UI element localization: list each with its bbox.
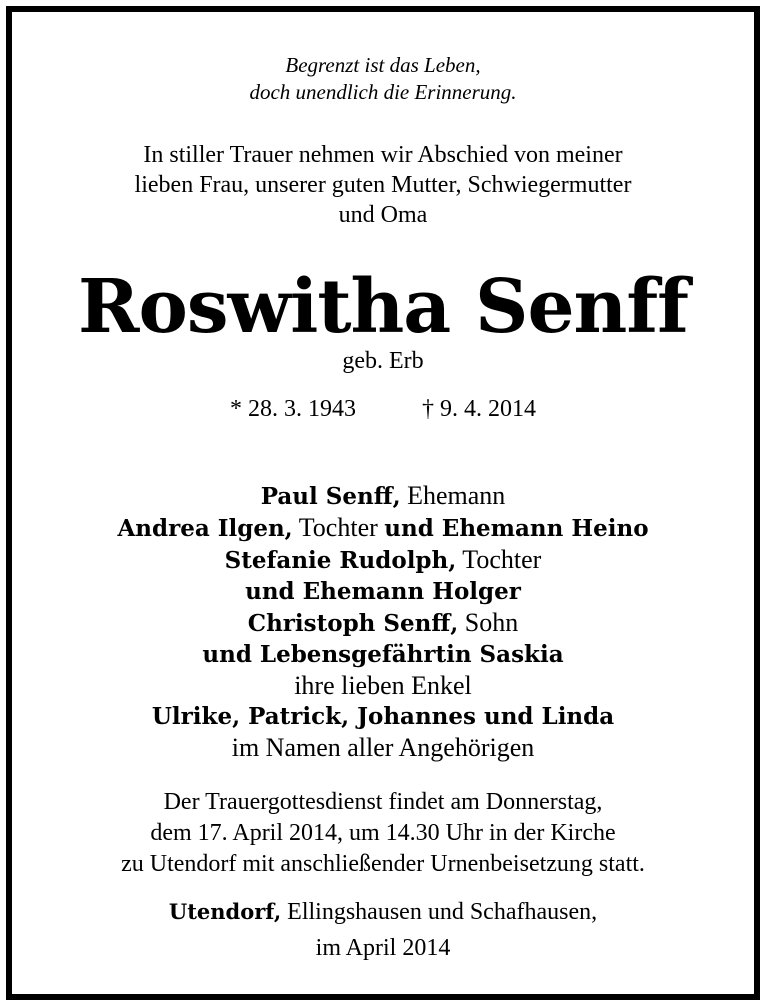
obituary-notice [6, 6, 760, 1000]
mourner-line: und Lebensgefährtin Saskia [202, 641, 564, 668]
mourner-line: und Ehemann Holger [245, 578, 521, 605]
mourner-line [12, 480, 754, 512]
mourner-name: Paul Senff, [260, 483, 401, 510]
mourner-name: Christoph Senff, [247, 610, 459, 637]
place-others: Ellingshausen und Schafhausen, [281, 899, 598, 925]
intro-line: In stiller Trauer nehmen wir Abschied von meiner [143, 142, 623, 168]
intro-line: lieben Frau, unserer guten Mutter, Schwiegermutter [134, 172, 632, 198]
mourner-line [12, 544, 754, 576]
mourner-name: und Ehemann Heino [384, 515, 649, 542]
mourners-list [12, 480, 754, 763]
intro-line: und Oma [338, 202, 428, 228]
maiden-name: geb. Erb [342, 348, 424, 374]
mourner-name: Stefanie Rudolph, [224, 547, 457, 574]
service-line: zu Utendorf mit anschließender Urnenbeisetzung statt. [121, 851, 645, 877]
mourner-role: Sohn [458, 608, 519, 637]
motto-line: doch unendlich die Erinnerung. [249, 80, 517, 104]
notice-date: im April 2014 [315, 935, 451, 961]
place-line [12, 894, 754, 930]
mourner-role: Tochter [292, 513, 385, 542]
motto-line: Begrenzt ist das Leben, [285, 53, 481, 77]
life-dates [12, 394, 754, 424]
service-line: Der Trauergottesdienst findet am Donnerstag, [163, 789, 603, 815]
deceased-name: Roswitha Senff [77, 264, 688, 350]
mourner-name: Andrea Ilgen, [117, 515, 293, 542]
service-line: dem 17. April 2014, um 14.30 Uhr in der Kirche [150, 820, 616, 846]
intro-text [12, 140, 754, 230]
motto [12, 52, 754, 106]
birth-date: * 28. 3. 1943 [230, 396, 356, 422]
mourner-line [12, 607, 754, 639]
mourner-line: im Namen aller Angehörigen [231, 733, 535, 762]
mourner-role: Tochter [456, 545, 542, 574]
mourner-role: Ehemann [400, 481, 506, 510]
service-info [12, 787, 754, 880]
place-and-date [12, 894, 754, 966]
place-town: Utendorf, [168, 899, 282, 924]
death-date: † 9. 4. 2014 [422, 396, 536, 422]
mourner-line: ihre lieben Enkel [294, 671, 472, 700]
mourner-line [12, 512, 754, 544]
mourner-line: Ulrike, Patrick, Johannes und Linda [151, 703, 615, 730]
